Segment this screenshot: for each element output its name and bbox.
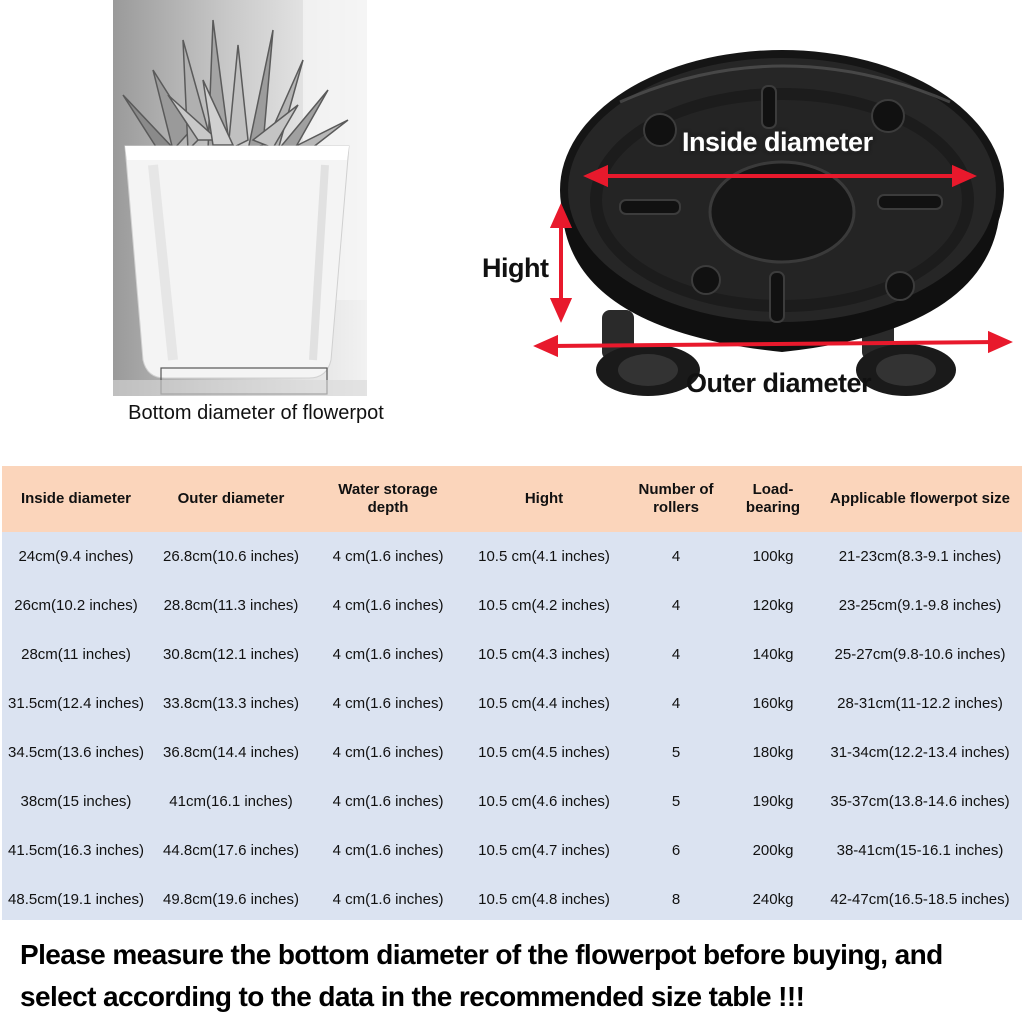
succulent-flowerpot-illustration [113,0,367,396]
table-cell: 33.8cm(13.3 inches) [163,695,299,712]
measurement-note: Please measure the bottom diameter of the flowerpot before buying, and select according to the data in the recommended size table !!! [20,939,943,1012]
header-load-bearing: Load-bearing [728,466,818,532]
flowerpot-caption: Bottom diameter of flowerpot [128,402,384,424]
table-cell: 10.5 cm(4.3 inches) [478,646,610,663]
table-cell: 10.5 cm(4.5 inches) [478,744,610,761]
size-table [2,466,1022,924]
table-cell: 10.5 cm(4.7 inches) [478,842,610,859]
table-cell: 48.5cm(19.1 inches) [8,891,144,908]
table-cell: 36.8cm(14.4 inches) [163,744,299,761]
header-outer-diameter: Outer diameter [150,466,312,532]
table-cell: 4 cm(1.6 inches) [332,695,444,712]
table-cell: 31-34cm(12.2-13.4 inches) [830,744,1010,761]
table-cell: 6 [671,842,681,859]
table-cell: 160kg [752,695,794,712]
size-table-container [2,466,1022,920]
table-row [2,630,1022,679]
table-cell: 4 [671,646,681,663]
table-cell: 38-41cm(15-16.1 inches) [836,842,1004,859]
table-cell: 4 cm(1.6 inches) [332,891,444,908]
inside-diameter-label: Inside diameter [682,127,873,157]
table-cell: 34.5cm(13.6 inches) [8,744,144,761]
table-cell: 10.5 cm(4.1 inches) [478,548,610,565]
table-cell: 28.8cm(11.3 inches) [163,597,299,614]
table-cell: 10.5 cm(4.4 inches) [478,695,610,712]
table-row [2,777,1022,826]
header-applicable-flowerpot-size: Applicable flowerpot size [818,466,1022,532]
table-cell: 4 [671,597,681,614]
table-body [2,532,1022,924]
table-cell: 100kg [752,548,794,565]
table-cell: 28cm(11 inches) [21,646,131,663]
table-cell: 120kg [752,597,794,614]
header-inside-diameter: Inside diameter [2,466,150,532]
table-cell: 10.5 cm(4.2 inches) [478,597,610,614]
table-cell: 200kg [752,842,794,859]
table-cell: 31.5cm(12.4 inches) [8,695,144,712]
table-cell: 180kg [752,744,794,761]
table-row [2,826,1022,875]
table-cell: 140kg [752,646,794,663]
table-cell: 4 cm(1.6 inches) [332,793,444,810]
table-cell: 4 [671,695,681,712]
table-row [2,581,1022,630]
tray-drawing [470,40,1024,420]
header-hight: Hight [464,466,624,532]
table-cell: 4 cm(1.6 inches) [332,842,444,859]
table-cell: 49.8cm(19.6 inches) [163,891,299,908]
table-cell: 28-31cm(11-12.2 inches) [837,695,1003,712]
table-cell: 5 [671,793,681,810]
table-row [2,728,1022,777]
table-cell: 4 cm(1.6 inches) [332,646,444,663]
header-water-storage-depth: Water storage depth [312,466,464,532]
table-header-row [2,466,1022,532]
table-cell: 25-27cm(9.8-10.6 inches) [834,646,1006,663]
table-row [2,532,1022,581]
table-cell: 21-23cm(8.3-9.1 inches) [838,548,1002,565]
outer-diameter-label: Outer diameter [686,368,872,398]
table-cell: 23-25cm(9.1-9.8 inches) [838,597,1002,614]
table-cell: 24cm(9.4 inches) [18,548,134,565]
table-cell: 4 cm(1.6 inches) [332,597,444,614]
table-cell: 8 [671,891,681,908]
table-cell: 4 cm(1.6 inches) [332,744,444,761]
table-cell: 10.5 cm(4.6 inches) [478,793,610,810]
table-cell: 35-37cm(13.8-14.6 inches) [830,793,1010,810]
table-cell: 190kg [752,793,794,810]
table-cell: 44.8cm(17.6 inches) [163,842,299,859]
table-row [2,875,1022,924]
table-cell: 4 [671,548,681,565]
table-cell: 26.8cm(10.6 inches) [163,548,299,565]
table-cell: 42-47cm(16.5-18.5 inches) [830,891,1010,908]
table-cell: 240kg [752,891,794,908]
table-cell: 38cm(15 inches) [20,793,132,810]
hight-label: Hight [482,253,549,283]
table-cell: 41.5cm(16.3 inches) [8,842,144,859]
flowerpot-photo [113,0,367,396]
table-cell: 10.5 cm(4.8 inches) [478,891,610,908]
header-number-of-rollers: Number of rollers [624,466,728,532]
table-cell: 26cm(10.2 inches) [14,597,138,614]
plant-caddy-illustration [470,40,1024,420]
table-cell: 41cm(16.1 inches) [169,793,293,810]
table-cell: 5 [671,744,681,761]
table-cell: 4 cm(1.6 inches) [332,548,444,565]
table-cell: 30.8cm(12.1 inches) [163,646,299,663]
table-row [2,679,1022,728]
